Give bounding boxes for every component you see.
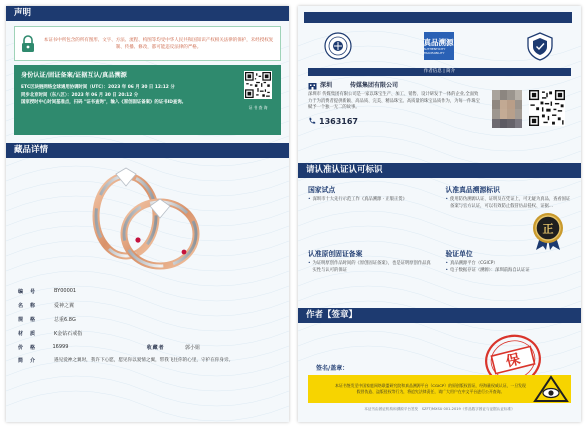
detail-value: 爱神之翼 (54, 302, 75, 309)
utc-time-line: ETC区块链网络全球通用协调时间（UTC）：2023 年 06 月 30 日 12:12 分 (21, 85, 175, 90)
authentic-medal-icon (530, 211, 566, 251)
national-pilot-title: 国家试点 (308, 186, 336, 194)
svg-text:保: 保 (504, 351, 522, 371)
verification-unit-item: • 真品溯源平台（CGICP） (445, 261, 498, 266)
statement-text: 本证书中所包含的所有图形、文字、方法、流程、构图等均受中华人民共和国知识产权相关法律的保护，未经授权复制、传播、修改，都可能违反法律的严格。 (43, 37, 274, 50)
item-detail-list (6, 278, 289, 374)
footer-text: 本证书由固证机构和溯源平台签发 SZFT/MXSU 001-2019《作品数字固证与证据认证标准》 (364, 407, 515, 411)
detail-value: 总重6.8G (54, 316, 76, 323)
phone-number: 1363167 (319, 116, 358, 126)
product-image-area (6, 158, 289, 278)
original-filing-block (308, 248, 434, 274)
detail-label: 编 号 (18, 288, 37, 295)
traceability-mark-title: 认准真品溯源标识 (445, 186, 500, 194)
beijing-time-line: 同步北京时间（东八区）：2023 年 06 月 30 日 20:12 分 (21, 92, 139, 98)
author-qr-code[interactable] (529, 90, 565, 126)
author-info-box (308, 80, 571, 160)
author-info-bar: 作者信息 | 简介 (308, 68, 571, 76)
collector-value: 郭小姐 (184, 344, 200, 351)
authentication-title: 身份认证/固证备案/证据互认/真品溯源 (21, 72, 127, 79)
signature-title-bar: 作者【签章】 (298, 308, 581, 323)
detail-label: 名 称 (18, 302, 37, 309)
statement-box (14, 26, 281, 61)
qr-label: 证 书 查 询 (248, 105, 268, 110)
seal-logo-icon (324, 32, 352, 60)
detail-row-number (18, 284, 279, 298)
authentication-marks-title-bar: 请认准认证认可标识 (298, 163, 581, 178)
auth-left-column (308, 184, 434, 310)
original-filing-title: 认准原创固证备案 (308, 250, 363, 258)
price-value: 16999 (52, 344, 69, 350)
verification-unit-item: • 电子数据存证（溯源）：深圳前海自认证证 (445, 267, 530, 273)
building-icon (308, 82, 317, 90)
qr-code[interactable] (244, 71, 272, 99)
intro-label: 简 介 (18, 358, 37, 364)
statement-title-bar: 声明 (6, 6, 289, 21)
logo-text-sub: AUTHENTICITY TRACEABILITY (423, 46, 446, 55)
certificate-right-page (298, 6, 581, 422)
phone-number-blurred (359, 116, 375, 127)
company-name: 深圳 传媒集团有限公司 (320, 82, 399, 89)
traceability-mark-item: • 使用防伪溯源认证、证明及在凭证上，可无疑为真品，查看固证备案与官方认证，可以有效防止假冒仿品侵权、证据... (445, 197, 571, 209)
shield-logo-icon (525, 31, 555, 61)
national-pilot-item: • 深圳市十大先行示范工作《真品溯源 · 正版正货》 (308, 197, 407, 202)
lock-icon (21, 35, 35, 53)
detail-row-spec (18, 312, 279, 326)
detail-row-material (18, 326, 279, 340)
verification-unit-title: 验证单位 (445, 250, 473, 258)
signature-label: 签名/盖章： (316, 365, 349, 372)
eye-warning-icon (531, 375, 571, 403)
authenticity-traceability-logo (424, 32, 454, 60)
diamond-ring-image (80, 166, 210, 274)
warning-text: 本证书签发至中国家庭网络联盟研究院和真品溯源平台（CGICP）的原创版权固证，经海量权威认证，一旦发现假冒伪造、盗版侵权等行为，将追究法律责任，请广大用户在中文平台进行公开查询。 (335, 383, 526, 394)
logo-text-main: 真品溯源 (423, 37, 454, 47)
intro-value: 遇见爱神之翼时，我许下心愿，愿见你以爱情之翼，带我飞往你的心里，守护在你身旁。 (54, 358, 234, 363)
authentication-panel (14, 65, 281, 135)
svg-text:正: 正 (542, 222, 554, 236)
signature-area (298, 323, 581, 383)
query-instruction-line: 国家授时中心时间基准点，扫码 "证书查询"，输入《原创固证备案》的证书ID查询。 (21, 100, 187, 105)
certificate-left-page (6, 6, 289, 422)
logo-row (298, 24, 581, 64)
detail-value: BY00001 (54, 288, 77, 294)
original-filing-item: • 为证明原创作品时间的《原创固证备案》，也是证明原创作品真实性与认可的保证 (308, 261, 431, 273)
detail-value: K金钻石戒指 (54, 330, 83, 337)
detail-label: 规 格 (18, 316, 37, 323)
author-photo-blurred (492, 90, 522, 128)
certificate-qr-block (242, 71, 274, 111)
verification-unit-block (446, 248, 572, 274)
item-details-title-bar: 藏品详情 (6, 143, 289, 158)
warning-banner (308, 375, 571, 403)
phone-icon (308, 117, 316, 125)
detail-row-intro (18, 354, 279, 374)
company-description: 深圳市 传媒集团有限公司是一家以珠宝生产、加工、销售、设计研发于一体的企业,全面致力于为消费者提供新颖、高品质、完美、精品珠宝。高质量的珠宝品质作为，为每一件珠宝赋予一个独一无二的故事。 (308, 92, 480, 111)
national-pilot-block (308, 184, 434, 240)
price-label: 价 格 (18, 344, 37, 351)
detail-row-name (18, 298, 279, 312)
collector-label: 收藏者 (146, 344, 165, 351)
detail-row-price-collector (18, 340, 279, 354)
detail-label: 材 质 (18, 330, 37, 337)
